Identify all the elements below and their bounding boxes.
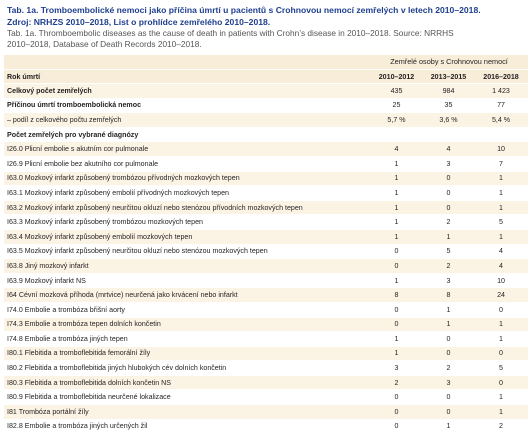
table-row bbox=[4, 142, 528, 157]
row-value: 1 bbox=[371, 200, 423, 215]
row-label: I63.1 Mozkový infarkt způsobený embolií přívodných mozkových tepen bbox=[4, 186, 371, 201]
table-caption bbox=[7, 5, 528, 50]
row-value: 5 bbox=[423, 244, 475, 259]
row-value: 1 bbox=[371, 171, 423, 186]
row-label: I63.8 Jiný mozkový infarkt bbox=[4, 259, 371, 274]
table-row bbox=[4, 346, 528, 361]
row-value bbox=[423, 127, 475, 142]
row-label: – podíl z celkového počtu zemřelých bbox=[4, 113, 371, 128]
row-value: 5,7 % bbox=[371, 113, 423, 128]
row-label: I74.8 Embolie a trombóza jiných tepen bbox=[4, 332, 371, 347]
row-value: 0 bbox=[371, 302, 423, 317]
table-title-cz: Tab. 1a. Tromboembolické nemoci jako příčina úmrtí u pacientů s Crohnovou nemocí zemřelých v letech 2010–2018. bbox=[7, 5, 481, 15]
row-label: I74.3 Embolie a trombóza tepen dolních končetin bbox=[4, 317, 371, 332]
table-title-en: Tab. 1a. Thromboembolic diseases as the cause of death in patients with Crohn’s disease in 2010–2018. Source: NRRHS bbox=[7, 28, 454, 38]
row-value: 1 bbox=[371, 332, 423, 347]
table-row bbox=[4, 332, 528, 347]
row-value bbox=[371, 127, 423, 142]
row-value: 25 bbox=[371, 98, 423, 113]
row-value: 1 bbox=[423, 229, 475, 244]
row-value: 0 bbox=[475, 346, 528, 361]
year-header: 2013–2015 bbox=[423, 70, 475, 84]
row-value: 1 bbox=[423, 317, 475, 332]
row-value: 1 bbox=[475, 405, 528, 420]
row-label: I63.0 Mozkový infarkt způsobený trombózou přívodných mozkových tepen bbox=[4, 171, 371, 186]
table-row bbox=[4, 317, 528, 332]
table-row bbox=[4, 273, 528, 288]
row-label: I63.5 Mozkový infarkt způsobený neurčitou okluzí nebo stenózou mozkových tepen bbox=[4, 244, 371, 259]
row-value: 5 bbox=[475, 361, 528, 376]
row-value: 3 bbox=[423, 273, 475, 288]
row-label: I26.0 Plicní embolie s akutním cor pulmonale bbox=[4, 142, 371, 157]
row-value: 1 bbox=[371, 346, 423, 361]
table-row bbox=[4, 84, 528, 99]
table-row bbox=[4, 186, 528, 201]
row-value: 5,4 % bbox=[475, 113, 528, 128]
row-label: Celkový počet zemřelých bbox=[4, 84, 371, 99]
row-value: 3 bbox=[423, 375, 475, 390]
row-value: 2 bbox=[423, 361, 475, 376]
row-label: I82.8 Embolie a trombóza jiných určených žil bbox=[4, 419, 371, 434]
row-value: 8 bbox=[371, 288, 423, 303]
table-row bbox=[4, 98, 528, 113]
row-value: 435 bbox=[371, 84, 423, 99]
data-table bbox=[4, 55, 528, 434]
row-label: I26.9 Plicní embolie bez akutního cor pulmonale bbox=[4, 156, 371, 171]
row-value: 1 bbox=[475, 390, 528, 405]
row-label: I81 Trombóza portální žíly bbox=[4, 405, 371, 420]
row-value: 1 bbox=[475, 332, 528, 347]
row-label: I63.3 Mozkový infarkt způsobený trombózou mozkových tepen bbox=[4, 215, 371, 230]
year-header: 2016–2018 bbox=[475, 70, 528, 84]
table-row bbox=[4, 259, 528, 274]
row-value: 0 bbox=[371, 244, 423, 259]
row-value: 1 bbox=[371, 186, 423, 201]
table-row bbox=[4, 171, 528, 186]
row-value: 0 bbox=[423, 200, 475, 215]
table-row bbox=[4, 390, 528, 405]
table-row bbox=[4, 229, 528, 244]
row-value: 1 423 bbox=[475, 84, 528, 99]
table-row bbox=[4, 244, 528, 259]
row-label: I63.9 Mozkový infarkt NS bbox=[4, 273, 371, 288]
row-label: I63.4 Mozkový infarkt způsobený embolií mozkových tepen bbox=[4, 229, 371, 244]
table-group-header-row bbox=[4, 55, 528, 70]
row-value: 1 bbox=[423, 302, 475, 317]
row-value: 0 bbox=[371, 405, 423, 420]
row-value: 1 bbox=[371, 215, 423, 230]
row-value: 4 bbox=[371, 142, 423, 157]
row-value: 0 bbox=[371, 419, 423, 434]
table-source-cz: Zdroj: NRHZS 2010–2018, List o prohlídce zemřelého 2010–2018. bbox=[7, 16, 271, 27]
row-value: 1 bbox=[423, 419, 475, 434]
row-value: 0 bbox=[423, 390, 475, 405]
row-value: 2 bbox=[423, 215, 475, 230]
row-value: 2 bbox=[371, 375, 423, 390]
row-value: 0 bbox=[423, 405, 475, 420]
row-value: 1 bbox=[475, 200, 528, 215]
row-value: 0 bbox=[371, 259, 423, 274]
row-value: 1 bbox=[475, 229, 528, 244]
table-row bbox=[4, 302, 528, 317]
table-year-header-row bbox=[4, 70, 528, 84]
row-value: 0 bbox=[371, 390, 423, 405]
row-label: I63.2 Mozkový infarkt způsobený neurčitou okluzí nebo stenózou přívodních mozkových tepen bbox=[4, 200, 371, 215]
table-source-en: 2010–2018, Database of Death Records 2010–2018. bbox=[7, 39, 202, 49]
row-value: 3,6 % bbox=[423, 113, 475, 128]
table-body bbox=[4, 84, 528, 434]
row-label: Počet zemřelých pro vybrané diagnózy bbox=[4, 127, 371, 142]
row-value: 2 bbox=[475, 419, 528, 434]
row-value: 1 bbox=[475, 317, 528, 332]
row-label: I80.1 Flebitida a tromboflebitida femorální žíly bbox=[4, 346, 371, 361]
row-value: 0 bbox=[371, 317, 423, 332]
table-row bbox=[4, 113, 528, 128]
row-value: 1 bbox=[475, 171, 528, 186]
row-value: 5 bbox=[475, 215, 528, 230]
row-value: 24 bbox=[475, 288, 528, 303]
row-value: 0 bbox=[423, 332, 475, 347]
row-value: 10 bbox=[475, 142, 528, 157]
table-row bbox=[4, 288, 528, 303]
row-value: 4 bbox=[475, 244, 528, 259]
row-label: I80.2 Flebitida a tromboflebitida jiných hlubokých cév dolních končetin bbox=[4, 361, 371, 376]
table-row bbox=[4, 127, 528, 142]
row-value: 984 bbox=[423, 84, 475, 99]
table-row bbox=[4, 200, 528, 215]
row-value: 4 bbox=[423, 142, 475, 157]
row-value: 3 bbox=[423, 156, 475, 171]
table-row bbox=[4, 405, 528, 420]
row-label: I74.0 Embolie a trombóza břišní aorty bbox=[4, 302, 371, 317]
row-label-header: Rok úmrtí bbox=[4, 70, 371, 84]
row-value: 0 bbox=[475, 375, 528, 390]
row-value: 10 bbox=[475, 273, 528, 288]
row-value: 1 bbox=[371, 156, 423, 171]
row-label: I64 Cévní mozková příhoda (mrtvice) neurčená jako krvácení nebo infarkt bbox=[4, 288, 371, 303]
year-header: 2010–2012 bbox=[371, 70, 423, 84]
row-value: 1 bbox=[371, 229, 423, 244]
row-value: 35 bbox=[423, 98, 475, 113]
row-label: I80.3 Flebitida a tromboflebitida dolních končetin NS bbox=[4, 375, 371, 390]
table-row bbox=[4, 361, 528, 376]
row-value: 2 bbox=[423, 259, 475, 274]
row-value: 4 bbox=[475, 259, 528, 274]
row-value: 1 bbox=[475, 186, 528, 201]
row-value: 0 bbox=[423, 186, 475, 201]
row-value: 0 bbox=[423, 346, 475, 361]
header-empty-cell bbox=[4, 55, 371, 70]
row-value: 0 bbox=[423, 171, 475, 186]
table-row bbox=[4, 419, 528, 434]
row-value: 7 bbox=[475, 156, 528, 171]
row-value: 0 bbox=[475, 302, 528, 317]
row-value bbox=[475, 127, 528, 142]
row-value: 3 bbox=[371, 361, 423, 376]
table-row bbox=[4, 156, 528, 171]
row-value: 1 bbox=[371, 273, 423, 288]
table-row bbox=[4, 215, 528, 230]
table-row bbox=[4, 375, 528, 390]
row-label: Příčinou úmrtí tromboembolická nemoc bbox=[4, 98, 371, 113]
group-header: Zemřelé osoby s Crohnovou nemocí bbox=[371, 55, 528, 70]
row-value: 8 bbox=[423, 288, 475, 303]
row-label: I80.9 Flebitida a tromboflebitida neurčené lokalizace bbox=[4, 390, 371, 405]
row-value: 77 bbox=[475, 98, 528, 113]
